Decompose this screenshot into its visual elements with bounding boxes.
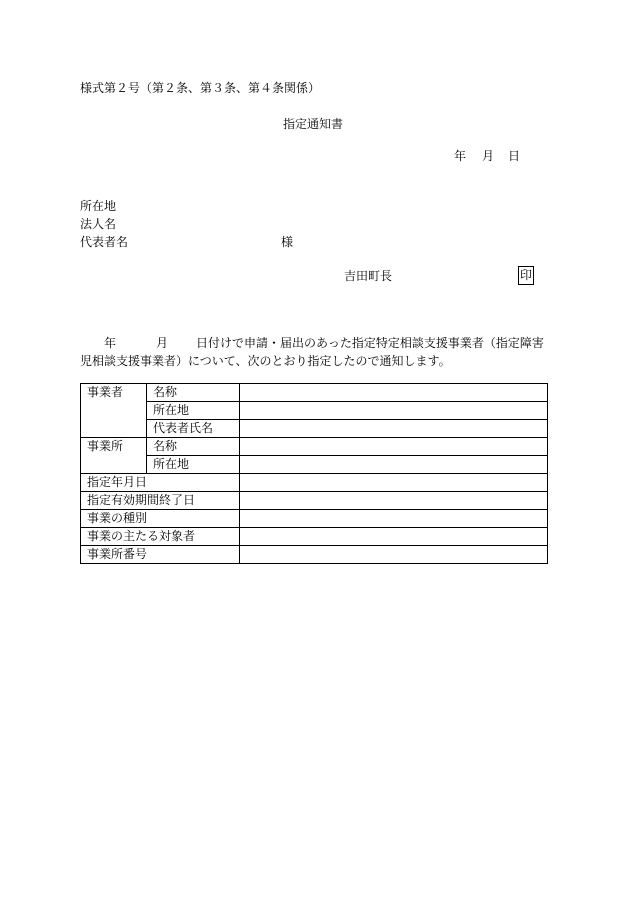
designation-date-value [240,474,548,492]
office-group-label: 事業所 [81,438,147,474]
operator-representative-label: 代表者氏名 [147,420,240,438]
document-title: 指定通知書 [283,117,344,131]
main-target-label: 事業の主たる対象者 [81,528,240,546]
operator-name-value [240,384,548,402]
operator-group-label: 事業者 [81,384,147,438]
operator-name-label: 名称 [147,384,240,402]
operator-representative-value [240,420,548,438]
table-row [81,492,548,510]
table-row [81,528,548,546]
validity-end-value [240,492,548,510]
office-name-label: 名称 [147,438,240,456]
body-month-label: 月 [156,336,169,350]
notice-body [80,334,550,370]
issuer-name: 吉田町長 [344,269,393,283]
office-number-label: 事業所番号 [81,546,240,564]
body-text: 日付けで申請・届出のあった指定特定相談支援事業者（指定障害児相談支援事業者）について、次のとおり指定したので通知します。 [80,336,544,368]
addressee-honorific: 様 [281,235,294,249]
addressee-representative-label: 代表者名 [80,235,129,249]
business-type-label: 事業の種別 [81,510,240,528]
office-location-value [240,456,548,474]
body-year-label: 年 [104,336,117,350]
designation-date-label: 指定年月日 [81,474,240,492]
validity-end-label: 指定有効期間終了日 [81,492,240,510]
table-row [81,420,548,438]
operator-location-value [240,402,548,420]
operator-location-label: 所在地 [147,402,240,420]
office-number-value [240,546,548,564]
business-type-value [240,510,548,528]
form-number: 様式第２号（第２条、第３条、第４条関係） [80,81,321,95]
addressee-location-label: 所在地 [80,199,117,213]
table-row [81,474,548,492]
table-row [81,546,548,564]
date-day-label: 日 [508,149,521,163]
designation-table [80,383,548,564]
seal-mark: 印 [518,266,534,285]
date-month-label: 月 [482,149,495,163]
table-row [81,402,548,420]
table-row [81,510,548,528]
office-name-value [240,438,548,456]
main-target-value [240,528,548,546]
table-row [81,456,548,474]
office-location-label: 所在地 [147,456,240,474]
table-row [81,438,548,456]
date-year-label: 年 [454,149,467,163]
table-row [81,384,548,402]
addressee-corp-label: 法人名 [80,217,117,231]
